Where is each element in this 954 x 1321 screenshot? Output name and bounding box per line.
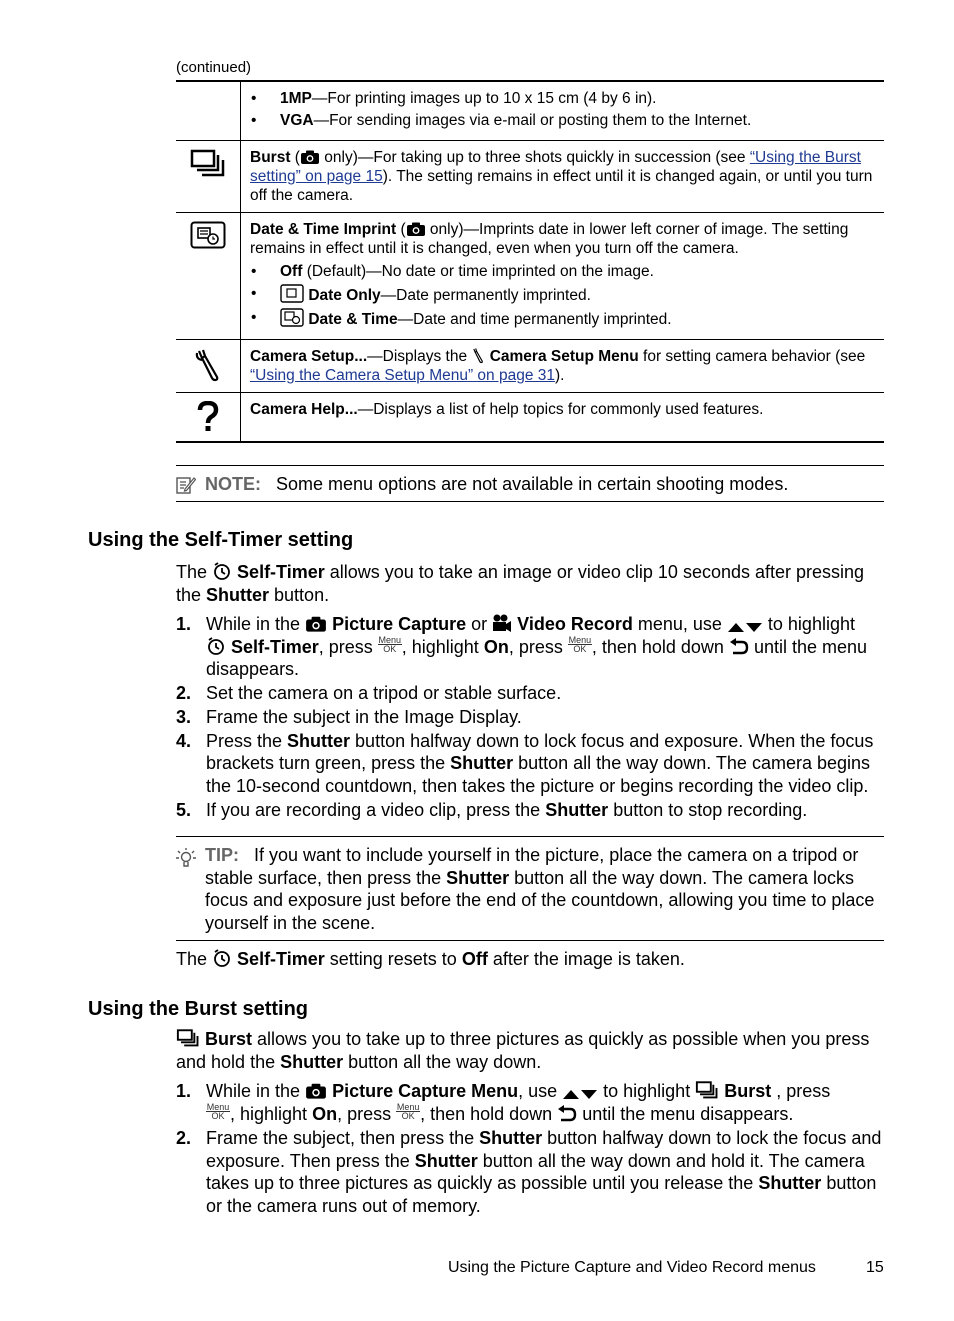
- menu-ok-button-icon: Menu OK: [206, 1101, 230, 1121]
- table-row: [176, 340, 884, 393]
- burst-heading: Using the Burst setting: [88, 998, 309, 1020]
- table-row: [176, 81, 884, 141]
- camera-setup-menu-link[interactable]: “Using the Camera Setup Menu” on page 31: [250, 367, 556, 384]
- table-row: [176, 141, 884, 213]
- tip-label: TIP:: [205, 845, 239, 865]
- date-only-icon: [280, 284, 304, 303]
- icon-cell: [176, 141, 241, 213]
- list-item: 1. While in the Picture Capture or Video Record menu, use to highlight Self-Timer, press Menu OK , highlight On, press Menu OK , then hold down until the menu disappears.: [176, 614, 868, 679]
- tip-box: TIP: If you want to include yourself in the picture, place the camera on a tripod or stable surface, then press the Shutter button all the way down. The camera locks focus and exposure just before the end of the countdown, allowing you time to place yourself in the scene.: [176, 836, 884, 941]
- list-item: 4. Press the Shutter button halfway down to lock focus and exposure. When the focus brackets turn green, press the Shutter button all the way down. The camera begins the 10-second countdown, then takes the picture or begins recording the video clip.: [176, 730, 874, 796]
- back-arrow-icon: [557, 1105, 577, 1123]
- list-item: • 1MP—For printing images up to 10 x 15 cm (4 by 6 in).: [250, 89, 876, 108]
- wrench-icon: [193, 348, 223, 382]
- burst-setting-link[interactable]: “Using the Burst setting” on page 15: [250, 149, 861, 185]
- burst-icon: [190, 149, 226, 179]
- icon-cell: [176, 393, 241, 443]
- list-item: 2. Set the camera on a tripod or stable surface.: [176, 682, 562, 703]
- menu-options-table: [176, 80, 884, 443]
- description-cell: Burst ( only)—For taking up to three shots quickly in succession (see “Using the Burst setting” on page 15). The setting remains in effect until it is changed again, or until you turn off the camera.: [241, 141, 885, 213]
- list-item: 3. Frame the subject in the Image Display.: [176, 706, 522, 727]
- note-label: NOTE:: [205, 474, 261, 494]
- up-down-arrows-icon: [727, 621, 763, 633]
- video-camera-icon: [492, 614, 512, 633]
- wrench-icon: [471, 347, 485, 364]
- camera-icon: [305, 616, 327, 633]
- list-item: • Date & Time—Date and time permanently imprinted.: [250, 308, 876, 329]
- self-timer-heading: Using the Self-Timer setting: [88, 529, 354, 551]
- description-cell: [241, 81, 885, 141]
- note-text: Some menu options are not available in certain shooting modes.: [276, 474, 789, 494]
- up-down-arrows-icon: [562, 1088, 598, 1100]
- question-mark-icon: [196, 401, 220, 433]
- menu-ok-button-icon: Menu OK: [568, 634, 592, 654]
- date-time-imprint-icon: [190, 221, 226, 249]
- list-item: • VGA—For sending images via e-mail or posting them to the Internet.: [250, 111, 876, 130]
- icon-cell: [176, 213, 241, 340]
- burst-steps: [176, 1080, 888, 1217]
- burst-intro: Burst allows you to take up to three pictures as quickly as possible when you press and hold the Shutter button all the way down.: [176, 1029, 870, 1072]
- self-timer-steps: [176, 613, 888, 821]
- self-timer-intro: The Self-Timer allows you to take an image or video clip 10 seconds after pressing the Shutter button.: [176, 562, 865, 605]
- icon-cell: [176, 340, 241, 393]
- list-item: • Date Only—Date permanently imprinted.: [250, 284, 876, 305]
- description-cell: Date & Time Imprint ( only)—Imprints date in lower left corner of image. The setting remains in effect until it is changed, even when you turn off the camera. • Off (Default)—No date or time imprinted on the image. • Date Only—Date permanently imprinted. • Date & Time—Date and time permanently imprinted.: [241, 213, 885, 340]
- footer-title: Using the Picture Capture and Video Record menus: [448, 1259, 816, 1276]
- self-timer-icon: [212, 948, 232, 968]
- list-item: • Off (Default)—No date or time imprinted on the image.: [250, 262, 876, 281]
- menu-ok-button-icon: Menu OK: [396, 1101, 420, 1121]
- lightbulb-icon: [176, 847, 196, 869]
- burst-icon: [176, 1029, 200, 1048]
- date-and-time-icon: [280, 308, 304, 327]
- camera-icon: [406, 222, 426, 237]
- camera-icon: [305, 1083, 327, 1100]
- burst-icon: [695, 1081, 719, 1100]
- icon-cell: [176, 81, 241, 141]
- page-number: 15: [866, 1259, 884, 1276]
- back-arrow-icon: [729, 638, 749, 656]
- self-timer-outro: The Self-Timer setting resets to Off after the image is taken.: [176, 949, 685, 969]
- note-icon: [176, 475, 196, 495]
- self-timer-icon: [212, 561, 232, 581]
- list-item: 1. While in the Picture Capture Menu, use to highlight Burst , press Menu OK , highlight On, press Menu OK , then hold down until the menu disappears.: [176, 1081, 831, 1124]
- note-box: [176, 465, 884, 502]
- table-row: [176, 213, 884, 340]
- table-row: [176, 393, 884, 443]
- menu-ok-button-icon: Menu OK: [378, 634, 401, 654]
- continued-label: (continued): [176, 59, 252, 76]
- description-cell: Camera Setup...—Displays the Camera Setup Menu for setting camera behavior (see “Using the Camera Setup Menu” on page 31).: [241, 340, 885, 393]
- description-cell: Camera Help...—Displays a list of help topics for commonly used features.: [241, 393, 885, 443]
- camera-icon: [300, 150, 320, 165]
- self-timer-icon: [206, 636, 226, 656]
- list-item: 5. If you are recording a video clip, press the Shutter button to stop recording.: [176, 799, 808, 820]
- list-item: 2. Frame the subject, then press the Shutter button halfway down to lock the focus and exposure. Then press the Shutter button all the way down and hold it. The camera takes up to three pictures as quickly as possible until you release the Shutter button or the camera runs out of memory.: [176, 1128, 882, 1216]
